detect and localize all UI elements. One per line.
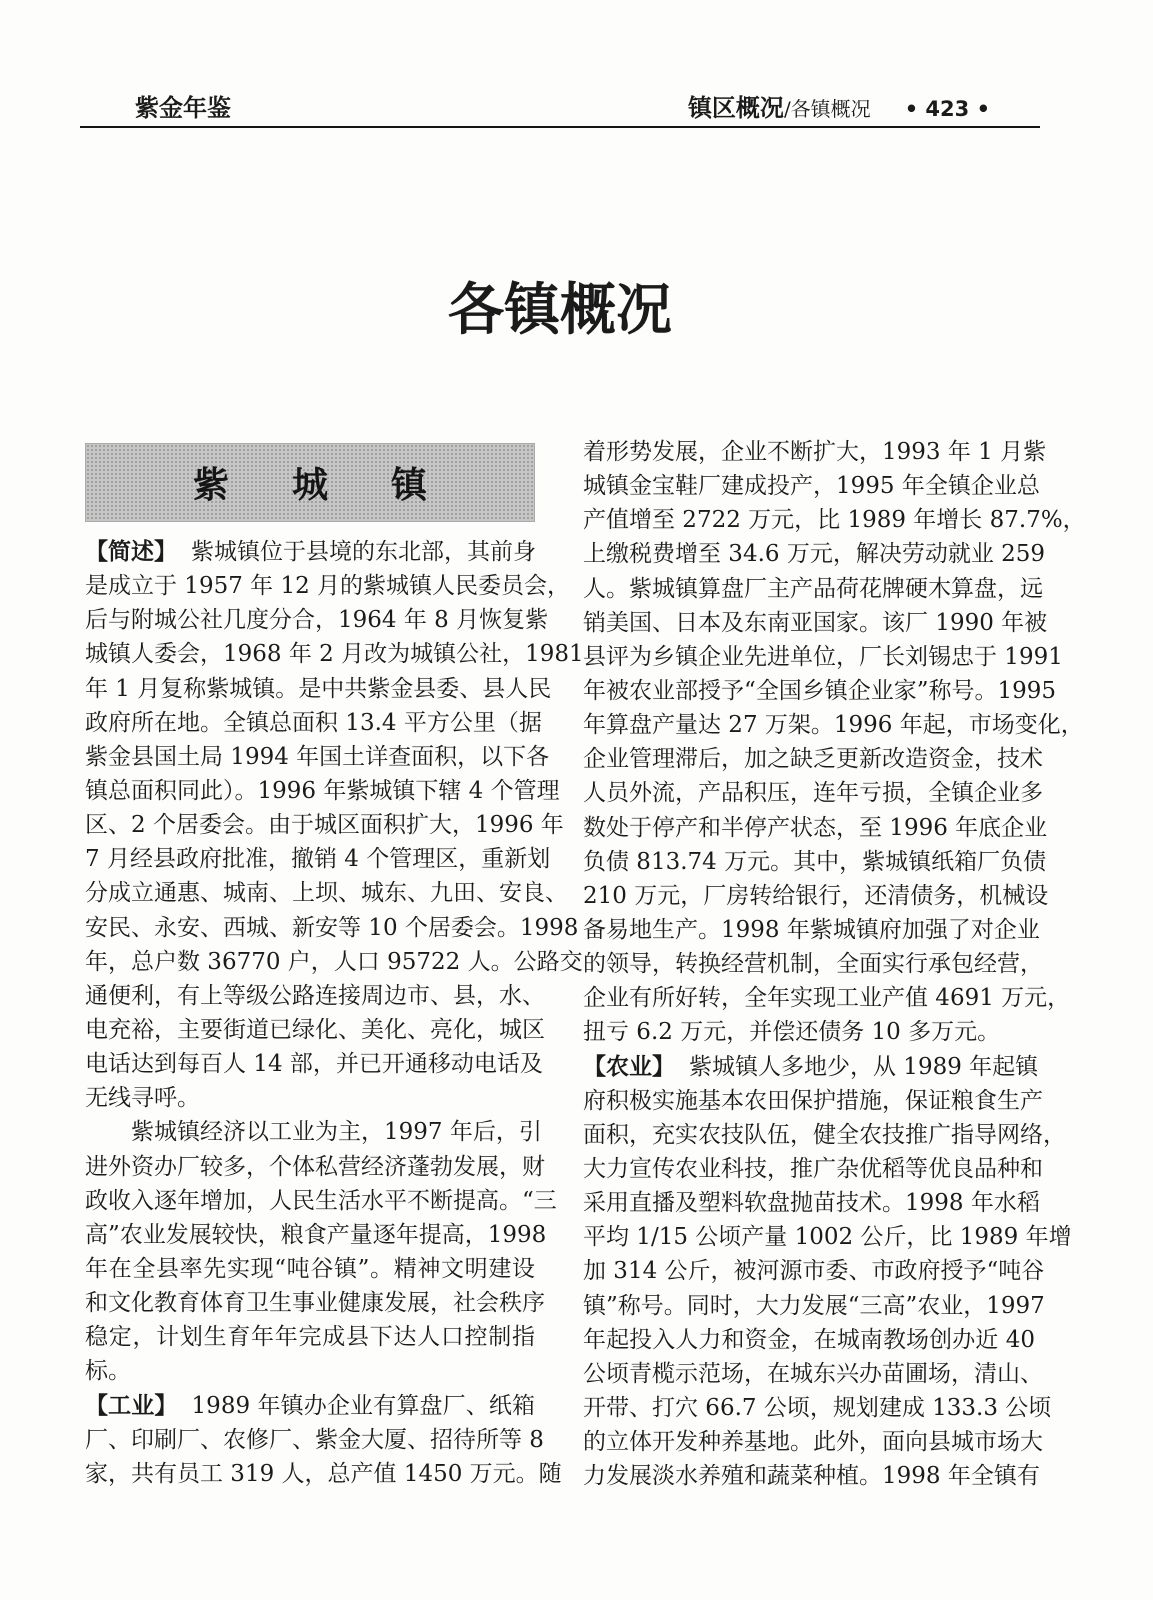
text-line: 紫城镇经济以工业为主，1997 年后，引 xyxy=(131,1119,542,1146)
text-line: 区、2 个居委会。由于城区面积扩大，1996 年 xyxy=(85,812,564,839)
running-header-section: 镇区概况 xyxy=(687,94,784,122)
text-line: 家，共有员工 319 人，总产值 1450 万元。随 xyxy=(85,1460,562,1487)
running-header-right xyxy=(688,93,990,124)
paragraph-industry-continued xyxy=(583,435,1086,1050)
text-line: 人。紫城镇算盘厂主产品荷花牌硬木算盘，远 xyxy=(583,575,1043,602)
text-line: 稳定，计划生育年年完成县下达人口控制指 xyxy=(85,1324,535,1351)
text-line: 产值增至 2722 万元，比 1989 年增长 87.7%， xyxy=(583,507,1086,534)
text-line: 数处于停产和半停产状态，至 1996 年底企业 xyxy=(583,814,1048,841)
text-line: 政收入逐年增加，人民生活水平不断提高。“三 xyxy=(85,1187,557,1214)
text-line: 年 1 月复称紫城镇。是中共紫金县委、县人民 xyxy=(85,675,552,702)
text-line: 扭亏 6.2 万元，并偿还债务 10 多万元。 xyxy=(583,1019,1001,1046)
text-line xyxy=(85,535,535,569)
text-line: 城镇金宝鞋厂建成投产，1995 年全镇企业总 xyxy=(583,473,1040,500)
text-line: 县评为乡镇企业先进单位，厂长刘锡忠于 1991 xyxy=(583,643,1063,670)
text-line: 安民、永安、西城、新安等 10 个居委会。1998 xyxy=(85,914,579,941)
text-line: 和文化教育体育卫生事业健康发展，社会秩序 xyxy=(85,1290,545,1317)
paragraph-label: 【简述】 xyxy=(85,539,177,565)
text-line: 年在全县率先实现“吨谷镇”。精神文明建设 xyxy=(85,1255,535,1282)
text-line: 面积，充实农技队伍，健全农技推广指导网络， xyxy=(583,1121,1066,1148)
text-line: 公顷青榄示范场，在城东兴办苗圃场，清山、 xyxy=(583,1360,1043,1387)
text-line: 力发展淡水养殖和蔬菜种植。1998 年全镇有 xyxy=(583,1463,1040,1490)
text-line: 备易地生产。1998 年紫城镇府加强了对企业 xyxy=(583,916,1040,943)
text-line: 镇”称号。同时，大力发展“三高”农业，1997 xyxy=(583,1292,1045,1319)
text-line: 镇总面积同此）。1996 年紫城镇下辖 4 个管理 xyxy=(85,777,560,804)
section-heading: 紫城镇 xyxy=(192,465,490,506)
running-header-subsection: /各镇概况 xyxy=(783,97,871,121)
text-line: 的领导，转换经营机制，全面实行承包经营， xyxy=(583,951,1043,978)
right-column xyxy=(583,435,1086,1493)
text-line xyxy=(583,1050,1039,1084)
text-line: 府积极实施基本农田保护措施，保证粮食生产 xyxy=(583,1087,1043,1114)
page-number: • 423 • xyxy=(904,97,990,121)
text-line: 城镇人委会，1968 年 2 月改为城镇公社，1981 xyxy=(85,641,584,668)
text-line: 加 314 公斤，被河源市委、市政府授予“吨谷 xyxy=(583,1258,1045,1285)
text-line: 后与附城公社几度分合，1964 年 8 月恢复紫 xyxy=(85,607,549,634)
text-line: 开带、打穴 66.7 公顷，规划建成 133.3 公顷 xyxy=(583,1394,1052,1421)
section-banner xyxy=(85,443,535,522)
paragraph-economy xyxy=(85,1115,557,1388)
left-column xyxy=(85,535,584,1491)
text-line: 负债 813.74 万元。其中，紫城镇纸箱厂负债 xyxy=(583,848,1047,875)
text-line: 进外资办厂较多，个体私营经济蓬勃发展，财 xyxy=(85,1153,545,1180)
text-line: 企业管理滞后，加之缺乏更新改造资金，技术 xyxy=(583,746,1043,773)
text-line: 政府所在地。全镇总面积 13.4 平方公里（据 xyxy=(85,709,542,736)
paragraph-agriculture xyxy=(583,1050,1072,1494)
text-line: 大力宣传农业科技，推广杂优稻等优良品种和 xyxy=(583,1155,1043,1182)
paragraph-overview xyxy=(85,535,584,1115)
paragraph-text: 紫城镇人多地少，从 1989 年起镇 xyxy=(689,1053,1039,1080)
text-line: 年被农业部授予“全国乡镇企业家”称号。1995 xyxy=(583,677,1057,704)
text-line: 210 万元，厂房转给银行，还清债务，机械设 xyxy=(583,882,1049,909)
running-header-book-title: 紫金年鉴 xyxy=(135,94,231,122)
text-line: 无线寻呼。 xyxy=(85,1085,200,1112)
text-line: 通便利，有上等级公路连接周边市、县，水、 xyxy=(85,982,545,1009)
text-line: 的立体开发种养基地。此外，面向县城市场大 xyxy=(583,1429,1043,1456)
text-line: 紫金县国土局 1994 年国土详查面积，以下各 xyxy=(85,743,550,770)
text-line: 平均 1/15 公顷产量 1002 公斤，比 1989 年增 xyxy=(583,1224,1072,1251)
text-line: 是成立于 1957 年 12 月的紫城镇人民委员会， xyxy=(85,573,571,600)
text-line: 电充裕，主要街道已绿化、美化、亮化，城区 xyxy=(85,1016,545,1043)
text-line: 销美国、日本及东南亚国家。该厂 1990 年被 xyxy=(583,609,1048,636)
paragraph-label: 【农业】 xyxy=(583,1053,675,1080)
text-line: 电话达到每百人 14 部，并已开通移动电话及 xyxy=(85,1051,543,1078)
paragraph-text: 紫城镇位于县境的东北部，其前身 xyxy=(191,539,536,565)
paragraph-text: 1989 年镇办企业有算盘厂、纸箱 xyxy=(191,1392,535,1419)
text-line: 采用直播及塑料软盘抛苗技术。1998 年水稻 xyxy=(583,1190,1040,1217)
paragraph-label: 【工业】 xyxy=(85,1392,178,1419)
text-line: 标。 xyxy=(85,1358,131,1385)
paragraph-industry xyxy=(85,1389,562,1491)
text-line xyxy=(85,1389,535,1423)
text-line: 上缴税费增至 34.6 万元，解决劳动就业 259 xyxy=(583,541,1046,568)
text-line: 分成立通惠、城南、上坝、城东、九田、安良、 xyxy=(85,880,568,907)
text-line: 人员外流，产品积压，连年亏损，全镇企业多 xyxy=(583,780,1043,807)
text-line: 年起投入人力和资金，在城南教场创办近 40 xyxy=(583,1326,1035,1353)
text-line: 年算盘产量达 27 万架。1996 年起，市场变化， xyxy=(583,712,1084,739)
header-rule xyxy=(80,126,1040,128)
text-line: 着形势发展，企业不断扩大，1993 年 1 月紫 xyxy=(583,439,1047,465)
text-line: 高”农业发展较快，粮食产量逐年提高，1998 xyxy=(85,1221,547,1248)
text-line: 年，总户数 36770 户，人口 95722 人。公路交 xyxy=(85,948,583,975)
page-title: 各镇概况 xyxy=(448,277,672,343)
text-line: 企业有所好转，全年实现工业产值 4691 万元， xyxy=(583,985,1071,1012)
text-line: 厂、印刷厂、农修厂、紫金大厦、招待所等 8 xyxy=(85,1426,544,1453)
text-line: 7 月经县政府批准，撤销 4 个管理区，重新划 xyxy=(85,846,551,873)
